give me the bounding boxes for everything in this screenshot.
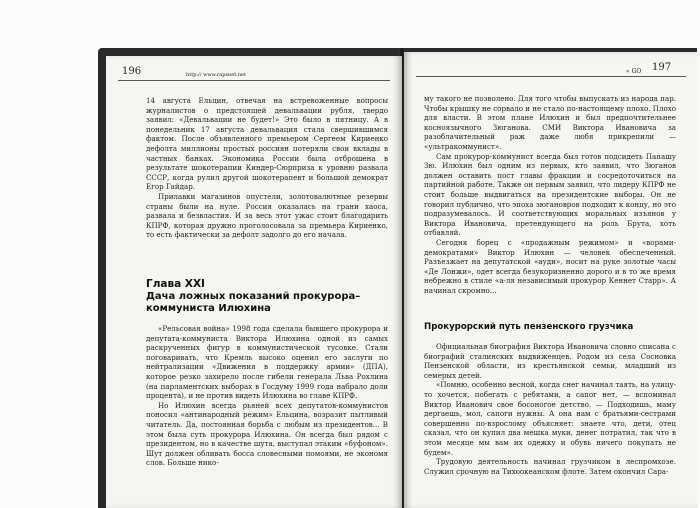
subsection-title: Прокурорский путь пензенского грузчика [424, 322, 634, 332]
left-text-bottom [146, 324, 388, 468]
left-page-number: 196 [122, 66, 142, 77]
right-text-bottom [424, 342, 676, 476]
chapter-title: Дача ложных показаний прокурора–коммуниста Илюхина [146, 291, 361, 314]
left-header-rule [118, 80, 390, 81]
paragraph: Сегодня борец с «продажным режимом» и «ворами-демократами» Виктор Илюхин — человек обеспеченный. Разъезжает на депутатской «ауди», носит на руке золотые часы «Де Лонжи», одет всегда безукоризненно дорого и в то же время небрежно в стиле «а-ля независимый прокурор Кеннет Старр». А начинал скромно... [424, 237, 676, 295]
left-page-site: http:// www.rapsnet.net [186, 72, 247, 78]
right-page [404, 52, 698, 508]
left-page [106, 56, 402, 508]
right-text-top [424, 94, 676, 295]
paragraph: «Рельсовая война» 1998 года сделала бывшего прокурора и депутата-коммуниста Виктора Илюхина одной из самых раскрученных фигур в коммунистической тусовке. Стали поговаривать, что Кремль высоко оценил его заслуги по нейтрализации «Движения в поддержку армии» (ДПА), которое резко захирело после гибели генерала Льва Рохлина (на парламентских выборах в Госдуму 1999 года набрало доли процента), и не против видеть Илюхина во главе КПРФ. [146, 324, 388, 401]
paragraph: Трудовую деятельность начинал грузчиком в леспромхозе. Служил срочную на Тихоокеанском флоте. Затем окончил Сара- [424, 457, 676, 476]
chapter-number: Глава XXI [146, 278, 205, 290]
right-page-number: 197 [652, 62, 672, 73]
paragraph: Официальная биография Виктора Ивановича словно списана с биографий сталинских выдвиженцев. Родом из села Сосновка Пензенской области, из крестьянской семьи, младший из семерых детей. [424, 342, 676, 380]
paragraph: 14 августа Ельцин, отвечая на встревоженные вопросы журналистов о предстоящей девальвации рубля, твердо заявил: «Девальвации не будет!» Это было в пятницу. А в понедельник 17 августа девальвация стала свершившимся фактом. После объявленного премьером Сергеем Кириенко дефолта миллионы простых россиян потеряли свои вклады в частных банках. Экономика России была отброшена в результате шокотерапии Киндер-Сюрприза к уровню развала СССР, когда рулил другой шокотерапевт и большой демократ Егор Гайдар. [146, 96, 388, 192]
right-header-rule [416, 76, 686, 77]
left-text-top [146, 96, 388, 240]
right-header-mark: « GO [626, 68, 642, 75]
paragraph: Но Илюхин всегда рьяней всех депутатов-коммунистов поносил «антинародный режим» Ельцина, возразит пытливый читатель. Да, постоянная борьба с любым из президентов... В этом была суть прокурора Илюхина. Он всегда был рядом с президентом, но в качестве шута, выступал этаким «буфоном». Шут должен обливать босса словесными помоями, не экономя слов. Больше нико- [146, 400, 388, 468]
paragraph: му такого не позволено. Для того чтобы выпускать из народа пар. Чтобы крышку не сорвало и не стало по-настоящему плохо. Плохо для власти. В этом плане Илюхин и был предпочтительнее косноязычного Зюганова. СМИ Виктора Ивановича за разоблачительный раж даже любя прикрепили — «ультракоммунист». [424, 94, 676, 151]
paragraph: Сам прокурор-коммунист всегда был готов подсидеть Папашу Зю. Илюхин был одним из первых, кто заявил, что Зюганов должен оставить пост главы фракции и сосредоточиться на партийной работе. Также он первым заявил, что лидеру КПРФ не стоит больше выдвигаться на президентские выборы. Он не говорил публично, что эпоха зюгановров подходит к концу, но это подразумевалось. И соответствующих моральных изъянов у Виктора Ивановича, претендующего на роль Брута, хоть отбавляй. [424, 151, 676, 238]
paragraph: Прилавки магазинов опустели, золотовалютные резервы страны были на нуле. Россия оказалась на грани хаоса, развала и безвластия. И за весь этот ужас стоит благодарить КПРФ, которая дружно проголосовала за премьера Кириенко, то есть фактически за дефолт задолго до его начала. [146, 191, 388, 240]
paragraph: «Помню, особенно весной, когда снег начинал таять, на улицу-то хочется, побегать с ребятами, а сапог нет, — вспоминал Виктор Иванович свое босоногое детство. — Подходишь, маму дергаешь, мол, сапоги нужны. А она нам с братьями-сестрами совершенно по-взрослому объясняет: знаете что, дети, отец сказал, что он купил два мешка муки, денег потратил, так что в этом месяце мы вам их одежку и обувь ничего покупать не будем». [424, 380, 677, 457]
